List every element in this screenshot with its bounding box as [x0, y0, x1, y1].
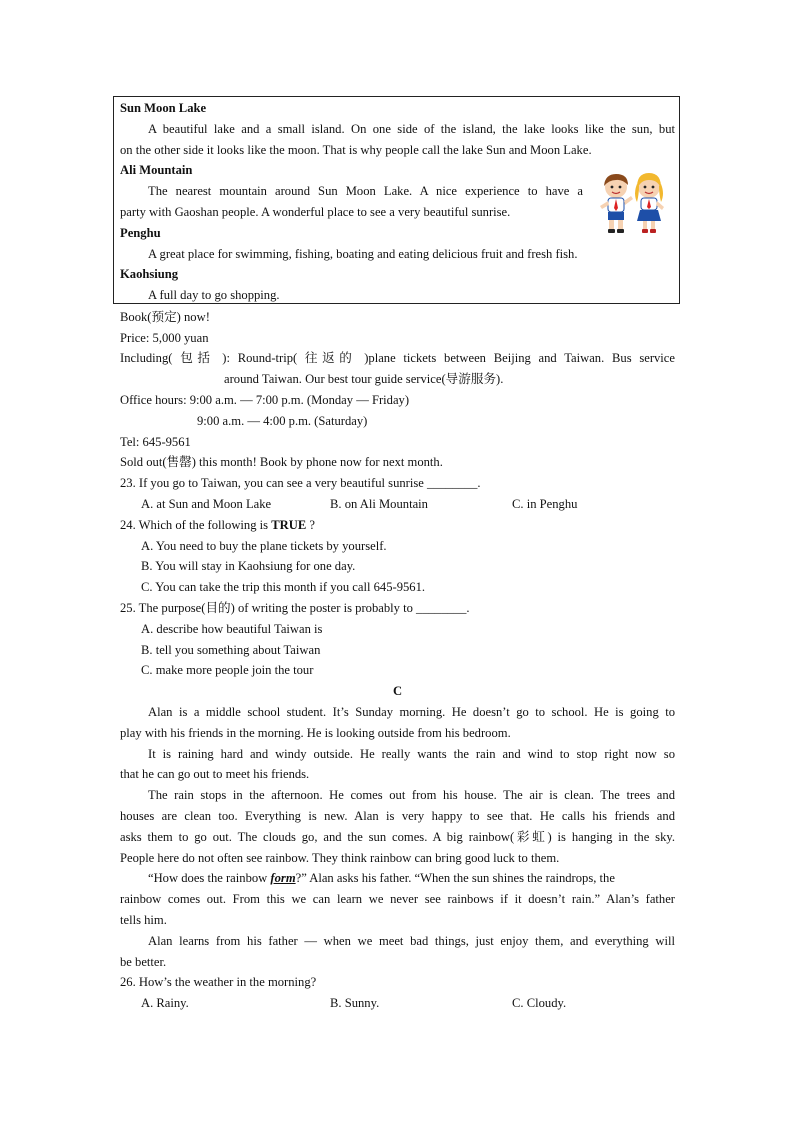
- passage-c-line-12: Alan learns from his father — when we meet bad things, just enjoy them, and everything will: [148, 934, 675, 948]
- passage-c-line-11: tells him.: [120, 913, 167, 927]
- question-24-stem: 24. Which of the following is TRUE ?: [120, 518, 315, 532]
- passage-c-line-8: People here do not often see rainbow. They think rainbow can bring good luck to them.: [120, 851, 560, 865]
- book-now-line: Book(预定) now!: [120, 310, 210, 324]
- heading-ali-mountain: Ali Mountain: [120, 163, 193, 177]
- heading-penghu: Penghu: [120, 226, 161, 240]
- question-23-option-a: A. at Sun and Moon Lake: [141, 497, 272, 511]
- question-24-option-c: C. You can take the trip this month if you call 645-9561.: [141, 580, 426, 594]
- question-25-option-a: A. describe how beautiful Taiwan is: [141, 622, 323, 636]
- sun-moon-lake-text-1: A beautiful lake and a small island. On one side of the island, the lake looks like the sun, but: [148, 122, 675, 136]
- price-line: Price: 5,000 yuan: [120, 331, 209, 345]
- tel-line: Tel: 645-9561: [120, 435, 191, 449]
- sold-out-line: Sold out(售罄) this month! Book by phone now for next month.: [120, 455, 443, 469]
- penghu-text: A great place for swimming, fishing, boating and eating delicious fruit and fresh fish.: [148, 247, 578, 261]
- sun-moon-lake-text-2: on the other side it looks like the moon. That is why people call the lake Sun and Moon Lake.: [120, 143, 592, 157]
- passage-c-line-9: “How does the rainbow form?” Alan asks his father. “When the sun shines the raindrops, the: [148, 871, 615, 885]
- ali-mountain-text-1: The nearest mountain around Sun Moon Lake. A nice experience to have a: [148, 184, 583, 198]
- question-25-stem: 25. The purpose(目的) of writing the poster is probably to ________.: [120, 601, 470, 615]
- girl-figure: [635, 173, 664, 233]
- question-23-option-b: B. on Ali Mountain: [330, 497, 428, 511]
- passage-c-line-13: be better.: [120, 955, 167, 969]
- office-hours-line-2: 9:00 a.m. — 4:00 p.m. (Saturday): [197, 414, 368, 428]
- question-23-option-c: C. in Penghu: [512, 497, 578, 511]
- ali-mountain-text-2: party with Gaoshan people. A wonderful place to see a very beautiful sunrise.: [120, 205, 511, 219]
- question-25-option-b: B. tell you something about Taiwan: [141, 643, 321, 657]
- question-23-stem: 23. If you go to Taiwan, you can see a very beautiful sunrise ________.: [120, 476, 481, 490]
- passage-c-line-10: rainbow comes out. From this we can learn we never see rainbows if it doesn’t rain.” Alan’s father: [120, 892, 675, 906]
- question-25-option-c: C. make more people join the tour: [141, 663, 314, 677]
- passage-c-line-7: asks them to go out. The clouds go, and the sun comes. A big rainbow(彩虹) is hanging in the sky.: [120, 830, 675, 844]
- question-26-stem: 26. How’s the weather in the morning?: [120, 975, 317, 989]
- question-26-option-c: C. Cloudy.: [512, 996, 567, 1010]
- passage-c-line-2: play with his friends in the morning. He is looking outside from his bedroom.: [120, 726, 511, 740]
- section-c-heading: C: [392, 684, 403, 698]
- question-26-option-b: B. Sunny.: [330, 996, 380, 1010]
- question-24-option-a: A. You need to buy the plane tickets by yourself.: [141, 539, 387, 553]
- including-line-2: around Taiwan. Our best tour guide service(导游服务).: [224, 372, 504, 386]
- underlined-word-form: form: [270, 871, 296, 885]
- passage-c-line-5: The rain stops in the afternoon. He comes out from his house. The air is clean. The trees and: [148, 788, 675, 802]
- heading-kaohsiung: Kaohsiung: [120, 267, 179, 281]
- question-26-option-a: A. Rainy.: [141, 996, 189, 1010]
- question-24-option-b: B. You will stay in Kaohsiung for one day.: [141, 559, 356, 573]
- kaohsiung-text: A full day to go shopping.: [148, 288, 280, 302]
- passage-c-line-6: houses are clean too. Everything is new. Alan is very happy to see that. He calls his friends and: [120, 809, 675, 823]
- including-line-1: Including( 包括 ): Round-trip( 往返的 )plane tickets between Beijing and Taiwan. Bus service: [120, 351, 675, 365]
- passage-c-line-3: It is raining hard and windy outside. He really wants the rain and wind to stop right now so: [148, 747, 675, 761]
- office-hours-line-1: Office hours: 9:00 a.m. — 7:00 p.m. (Monday — Friday): [120, 393, 410, 407]
- heading-sun-moon-lake: Sun Moon Lake: [120, 101, 207, 115]
- passage-c-line-1: Alan is a middle school student. It’s Sunday morning. He doesn’t go to school. He is going to: [148, 705, 675, 719]
- passage-c-line-4: that he can go out to meet his friends.: [120, 767, 310, 781]
